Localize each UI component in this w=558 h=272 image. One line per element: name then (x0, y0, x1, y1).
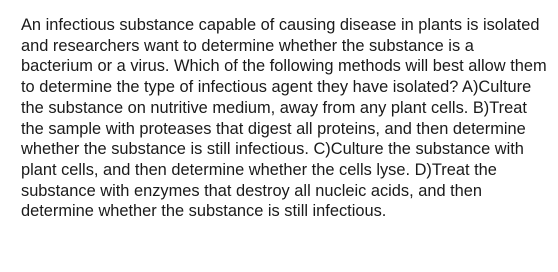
question-text: An infectious substance capable of causing disease in plants is isolated and researchers want to determine whether the substance is a bacterium or a virus. Which of the following methods will best allow them to determine the type of infectious agent they have isolated? A)Culture the substance on nutritive medium, away from any plant cells. B)Treat the sample with proteases that digest all proteins, and then determine whether the substance is still infectious. C)Culture the substance with plant cells, and then determine whether the cells lyse. D)Treat the substance with enzymes that destroy all nucleic acids, and then determine whether the substance is still infectious. (21, 16, 547, 221)
